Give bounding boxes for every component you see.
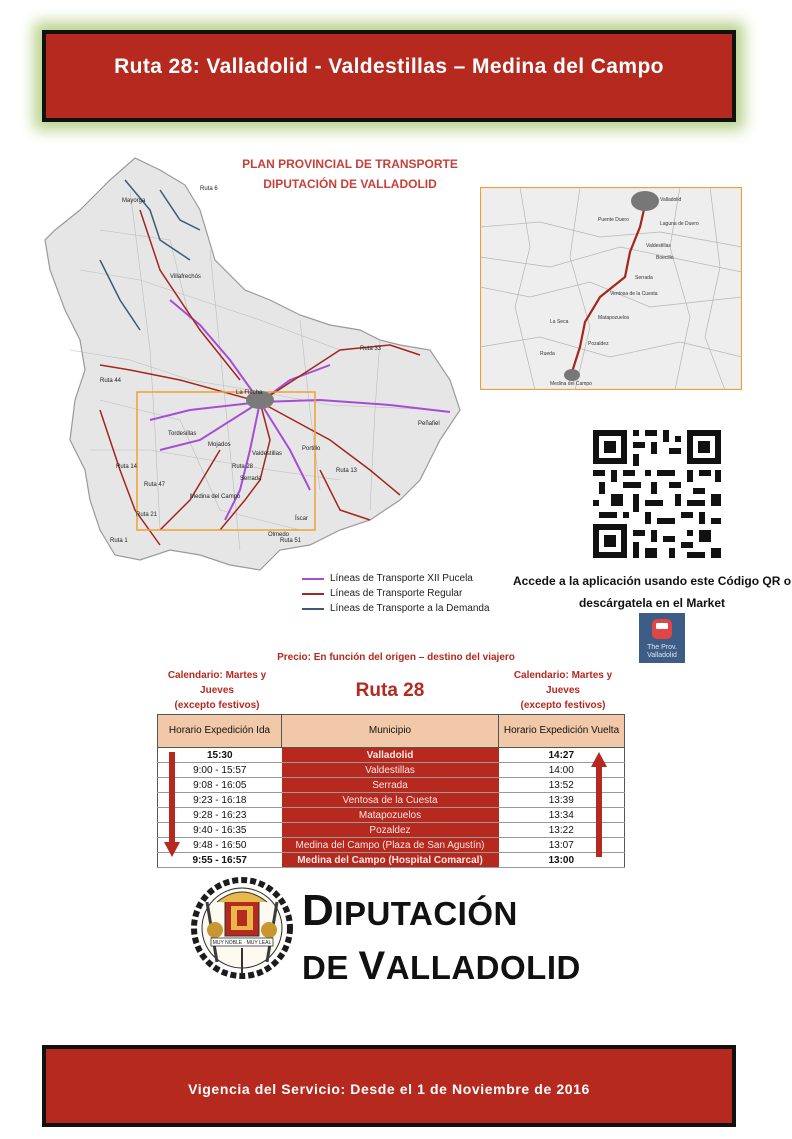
map-label: Ruta 47 xyxy=(144,482,166,488)
table-row: 9:00 - 15:57 Valdestillas 14:00 xyxy=(158,763,625,778)
inset-label: Matapozuelos xyxy=(598,315,630,321)
map-label: Mojados xyxy=(208,442,231,448)
map-label: Mayorga xyxy=(122,198,146,204)
table-row: 9:48 - 16:50 Medina del Campo (Plaza de San Agustín) 13:07 xyxy=(158,838,625,853)
table-row: 9:08 - 16:05 Serrada 13:52 xyxy=(158,778,625,793)
map-label: Serrada xyxy=(240,476,262,482)
table-row: 9:28 - 16:23 Matapozuelos 13:34 xyxy=(158,808,625,823)
col-header-ida: Horario Expedición Ida xyxy=(158,715,282,748)
col-header-municipio: Municipio xyxy=(282,715,499,748)
legend-item: Líneas de Transporte a la Demanda xyxy=(302,601,490,616)
map-label: Ruta 33 xyxy=(360,346,382,352)
map-label: Tordesillas xyxy=(168,431,197,437)
calendar-left: Calendario: Martes y Jueves (excepto festivos) xyxy=(167,670,267,711)
map-label: Ruta 51 xyxy=(280,538,302,544)
schedule-table xyxy=(157,714,625,868)
inset-label: Medina del Campo xyxy=(550,381,592,387)
map-label: La Flecha xyxy=(236,390,263,396)
table-row: 15:30 Valladolid 14:27 xyxy=(158,748,625,763)
app-name: The Prov. Valladolid xyxy=(647,644,677,659)
inset-label: Serrada xyxy=(635,275,653,281)
map-label: Ruta 14 xyxy=(116,464,138,470)
province-outline xyxy=(45,158,460,570)
map-title-line2: DIPUTACIÓN DE VALLADOLID xyxy=(263,177,437,191)
map-label: Ruta 44 xyxy=(100,378,122,384)
qr-code[interactable] xyxy=(593,430,721,558)
motto-right: MUY LEAL xyxy=(246,940,272,946)
inset-label: Laguna de Duero xyxy=(660,221,699,227)
map-label: Valdestillas xyxy=(252,451,282,457)
price-note: Precio: En función del origen – destino del viajero xyxy=(277,652,515,663)
inset-label: Valladolid xyxy=(660,197,682,203)
inset-label: Valdestillas xyxy=(646,243,671,249)
map-title-line1: PLAN PROVINCIAL DE TRANSPORTE xyxy=(242,157,458,171)
legend-item: Líneas de Transporte XII Pucela xyxy=(302,571,490,586)
map-label: Portillo xyxy=(302,446,321,452)
province-map xyxy=(40,150,480,580)
inset-label: La Seca xyxy=(550,319,569,325)
map-label: Medina del Campo xyxy=(190,494,241,500)
map-label: Olmedo xyxy=(268,532,290,538)
bus-icon xyxy=(652,619,672,639)
route-inset-map xyxy=(480,187,742,390)
route-title: Ruta 28 xyxy=(355,680,425,701)
table-row: 9:23 - 16:18 Ventosa de la Cuesta 13:39 xyxy=(158,793,625,808)
map-label: Ruta 13 xyxy=(336,468,358,474)
map-label: Ruta 28 xyxy=(232,464,254,470)
legend-swatch-purple xyxy=(302,578,324,580)
motto-left: MUY NOBLE xyxy=(212,940,243,946)
legend-item: Líneas de Transporte Regular xyxy=(302,586,490,601)
arrow-up-icon xyxy=(591,752,607,857)
page-title: Ruta 28: Valladolid - Valdestillas – Medina del Campo xyxy=(42,30,736,122)
map-label: Peñafiel xyxy=(418,421,440,427)
logo-wordmark-line1: DIPUTACIÓN xyxy=(302,886,518,935)
qr-caption: Accede a la aplicación usando este Código QR o descárgatela en el Market xyxy=(512,574,792,610)
inset-label: Puente Duero xyxy=(598,217,629,223)
table-row: 9:55 - 16:57 Medina del Campo (Hospital Comarcal) 13:00 xyxy=(158,853,625,868)
arrow-down-icon xyxy=(164,752,180,857)
table-row: 9:40 - 16:35 Pozaldez 13:22 xyxy=(158,823,625,838)
col-header-vuelta: Horario Expedición Vuelta xyxy=(499,715,625,748)
legend-swatch-red xyxy=(302,593,324,595)
validity-footer: Vigencia del Servicio: Desde el 1 de Noviembre de 2016 xyxy=(42,1045,736,1127)
map-label: Ruta 1 xyxy=(110,538,128,544)
svg-text:MUY NOBLE · MUY LEAL: MUY NOBLE · MUY LEAL xyxy=(212,940,272,946)
legend-swatch-blue xyxy=(302,608,324,610)
logo-wordmark-line2: DE VALLADOLID xyxy=(302,944,581,988)
calendar-right: Calendario: Martes y Jueves (excepto festivos) xyxy=(513,670,613,711)
map-label: Villafrechós xyxy=(170,274,201,280)
inset-label: Ventosa de la Cuesta xyxy=(610,291,658,297)
map-label: Ruta 6 xyxy=(200,186,218,192)
inset-label: Rueda xyxy=(540,351,555,357)
map-label: Íscar xyxy=(295,516,309,522)
map-legend xyxy=(302,571,490,616)
coat-of-arms-logo xyxy=(187,872,297,984)
inset-label: Boecillo xyxy=(656,255,674,261)
map-label: Ruta 21 xyxy=(136,512,158,518)
inset-label: Pozaldez xyxy=(588,341,609,347)
